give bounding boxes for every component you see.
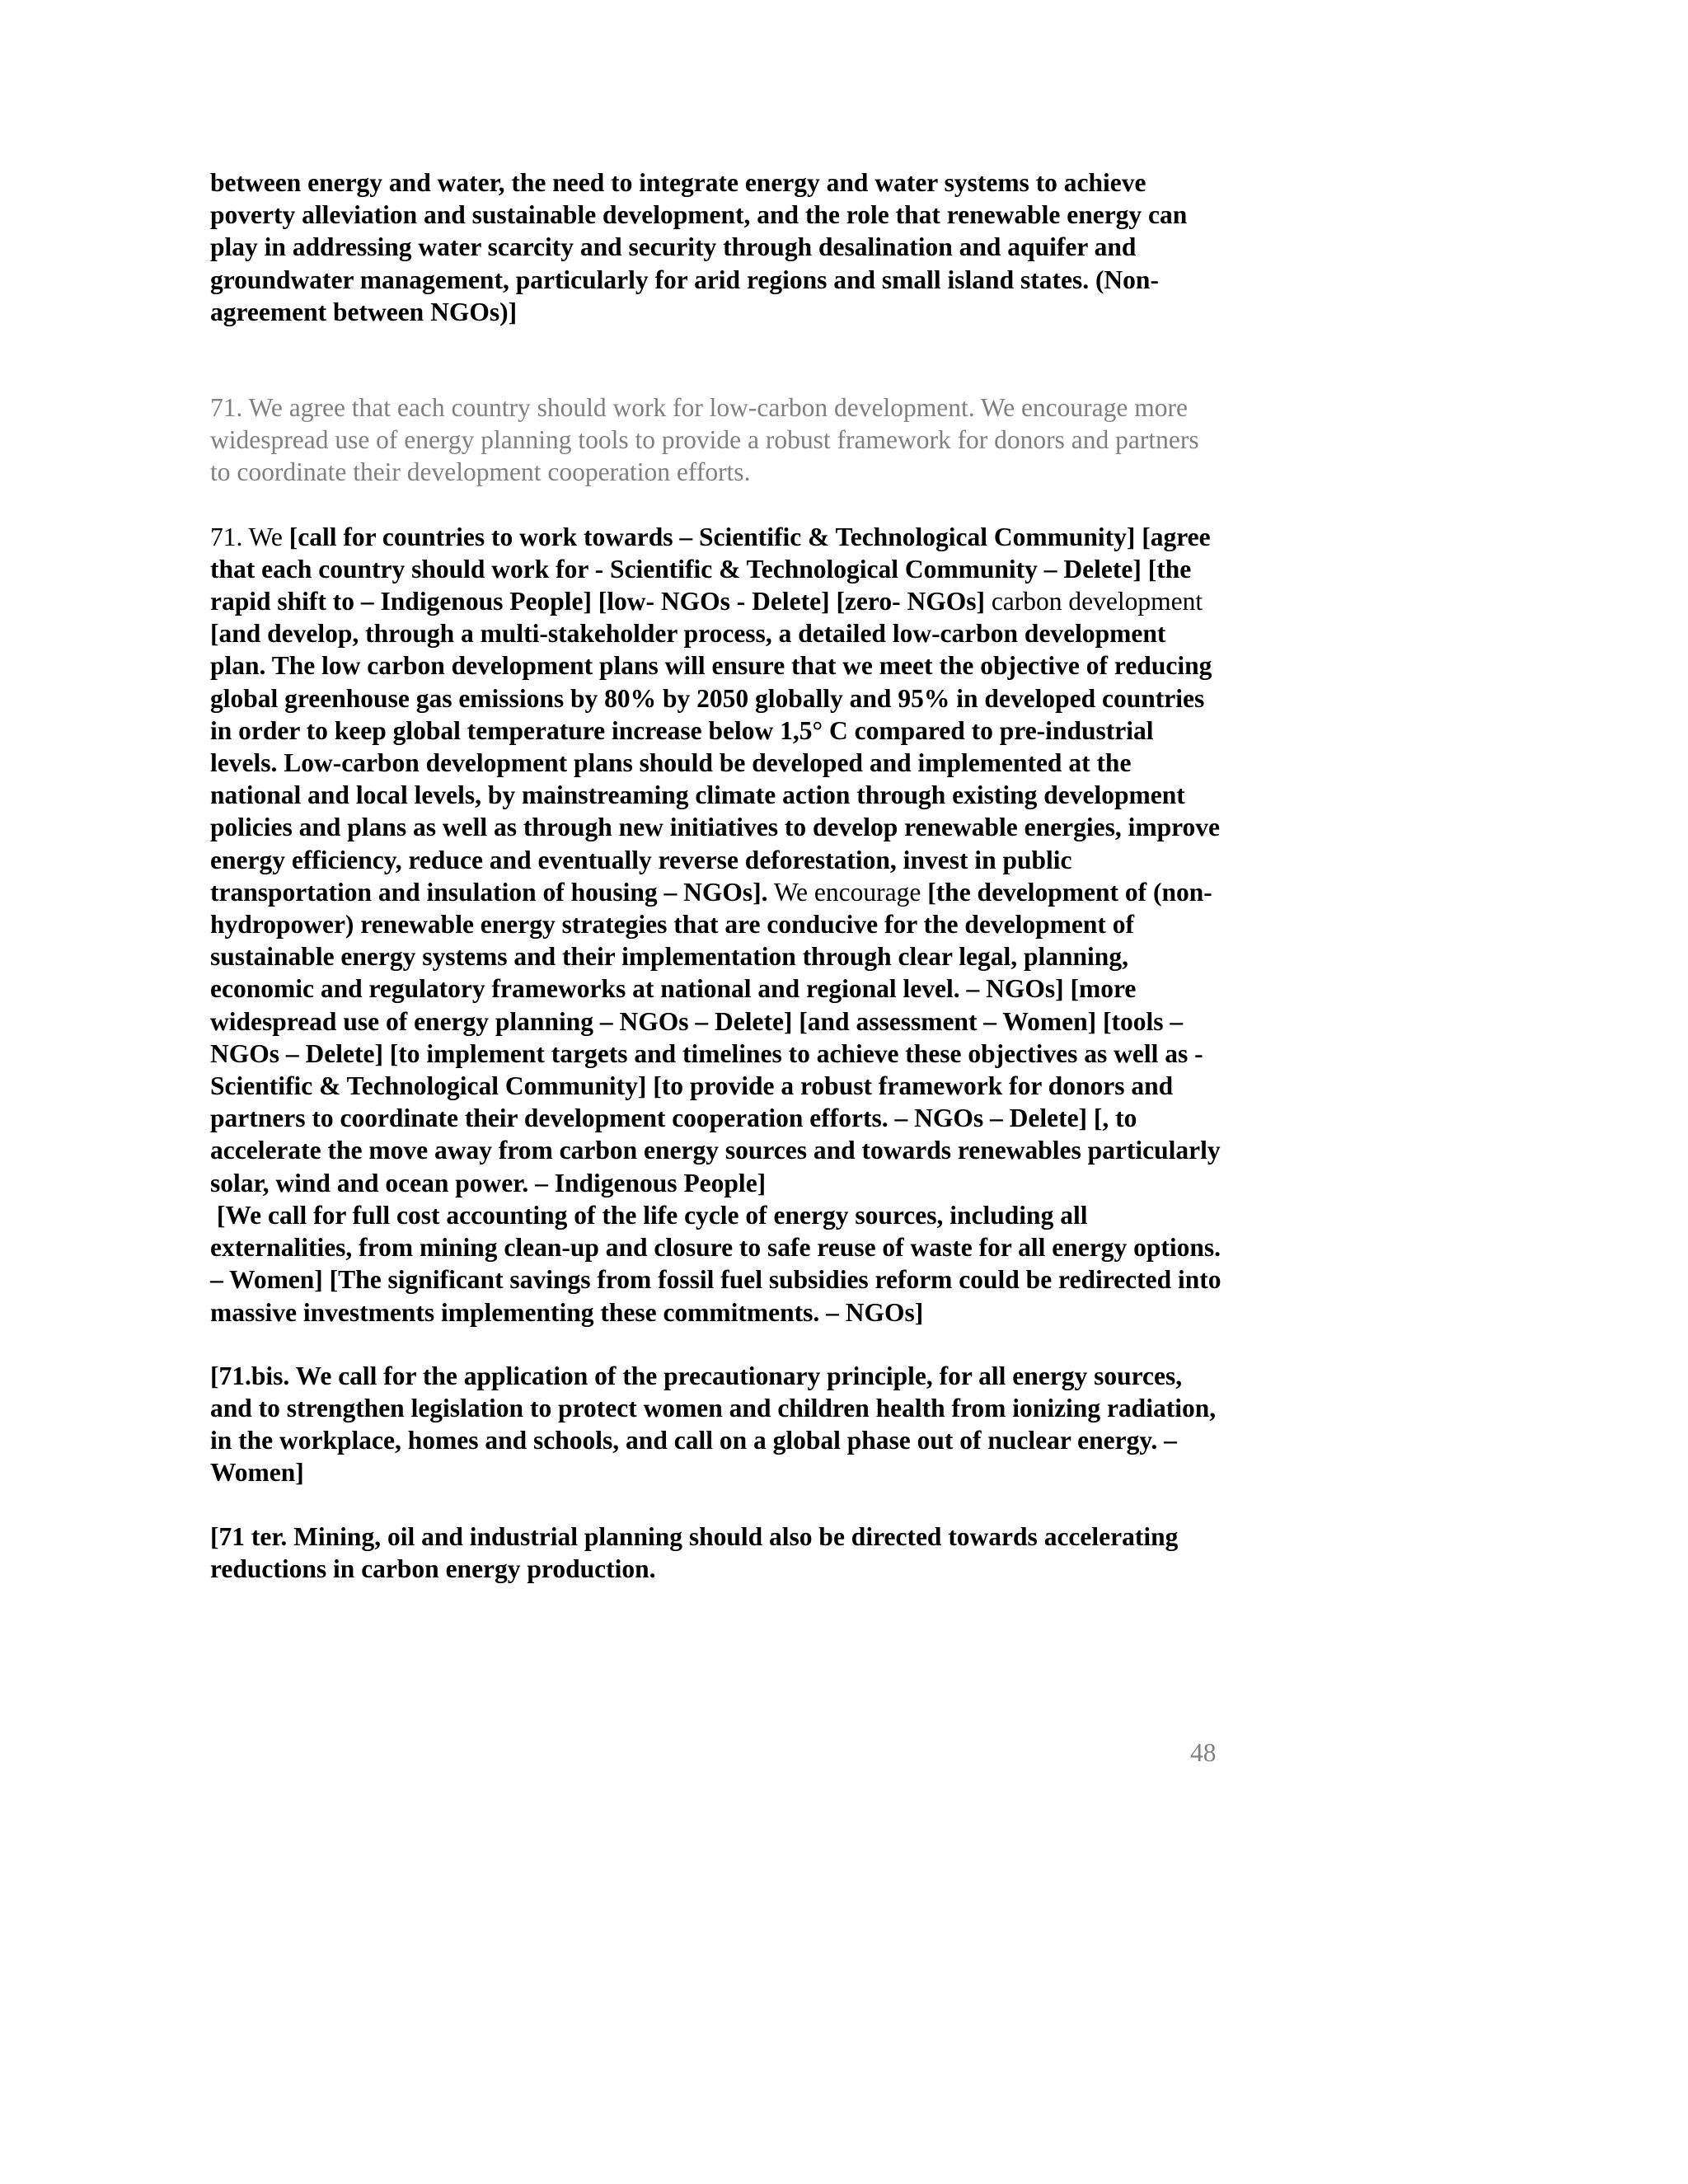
amendment-bracket-group-1: [call for countries to work towards – Scientific & Technological Community] [agree that each country should work for - Scientific & Technological Community – Delete] [the rapid shift to – Indigenous People] [low- NGOs - Delete] [zero- NGOs] [210,522,1211,616]
paragraph-71-number: 71. We [210,522,289,551]
plain-text-we-encourage: We encourage [767,877,928,907]
paragraph-71-original: 71. We agree that each country should work for low-carbon development. We encourage more widespread use of energy planning tools to provide a robust framework for donors and partners to coordinate their development cooperation efforts. [210,393,1199,487]
plain-text-carbon-development: carbon development [984,587,1203,616]
document-page [210,166,1228,1585]
amendment-bracket-group-2: [the development of (non-hydropower) renewable energy strategies that are conducive for the development of sustainable energy systems and their implementation through clear legal, planning, economic and regulatory frameworks at national and regional level. – NGOs] [more widespread use of energy planning – NGOs – Delete] [and assessment – Women] [tools – NGOs – Delete] [to implement targets and timelines to achieve these objectives as well as - Scientific & Technological Community] [to provide a robust framework for donors and partners to coordinate their development cooperation efforts. – NGOs – Delete] [, to accelerate the move away from carbon energy sources and towards renewables particularly solar, wind and ocean power. – Indigenous People] [210,877,1221,1197]
paragraph-71-ter: [71 ter. Mining, oil and industrial planning should also be directed towards accelerating reductions in carbon energy production. [210,1521,1179,1583]
continued-paragraph: between energy and water, the need to integrate energy and water systems to achieve poverty alleviation and sustainable development, and the role that renewable energy can play in addressing water scarcity and security through desalination and aquifer and groundwater management, particularly for arid regions and small island states. (Non-agreement between NGOs)] [210,168,1188,326]
page-number: 48 [1190,1738,1217,1767]
paragraph-71-bis: [71.bis. We call for the application of the precautionary principle, for all energy sources, and to strengthen legislation to protect women and children health from ionizing radiation, in the workplace, homes and schools, and call on a global phase out of nuclear energy. – Women] [210,1361,1217,1488]
paragraph-71-amended [210,521,1224,1199]
paragraph-71-amended-continuation: [We call for full cost accounting of the life cycle of energy sources, including all externalities, from mining clean-up and closure to safe reuse of waste for all energy options. – Women] [The significant savings from fossil fuel subsidies reform could be redirected into massive investments implementing these commitments. – NGOs] [210,1200,1228,1327]
amendment-ngos-plan: [and develop, through a multi-stakeholder process, a detailed low-carbon development plan. The low carbon development plans will ensure that we meet the objective of reducing global greenhouse gas emissions by 80% by 2050 globally and 95% in developed countries in order to keep global temperature increase below 1,5° C compared to pre-industrial levels. Low-carbon development plans should be developed and implemented at the national and local levels, by mainstreaming climate action through existing development policies and plans as well as through new initiatives to develop renewable energies, improve energy efficiency, reduce and eventually reverse deforestation, invest in public transportation and insulation of housing – NGOs]. [210,619,1221,907]
